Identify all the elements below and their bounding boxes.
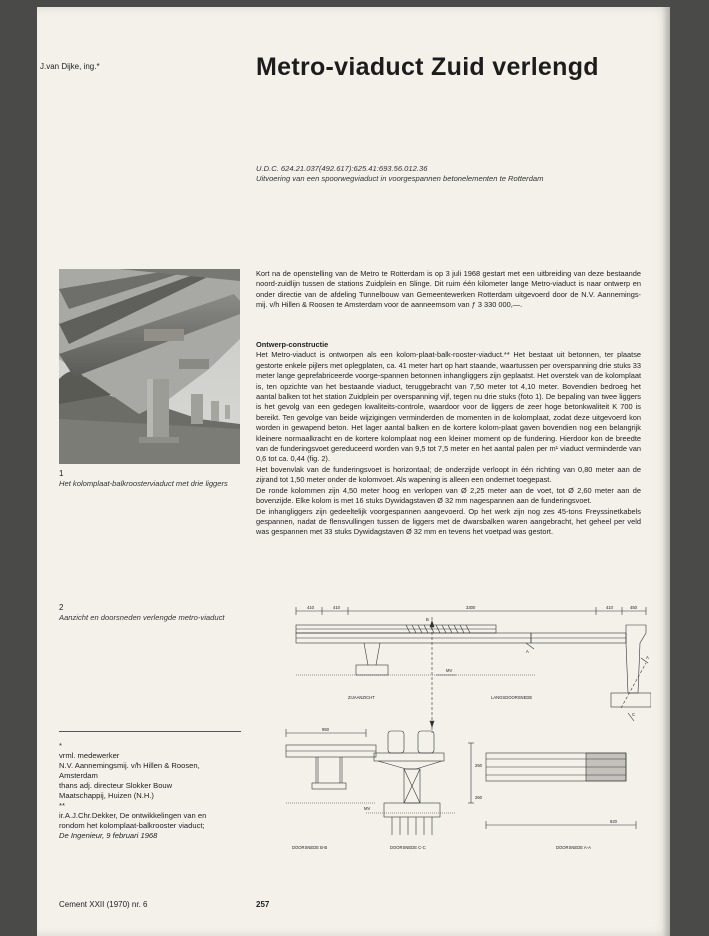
footnotes [59, 741, 254, 841]
drawing-label: 3300 [466, 605, 476, 610]
figure-2-caption: Aanzicht en doorsneden verlengde metro-viaduct [59, 613, 225, 622]
drawing-label: A [646, 655, 649, 660]
drawing-label: A [526, 649, 529, 654]
udc-block [256, 164, 543, 184]
intro-text: Kort na de openstelling van de Metro te Rotterdam is op 3 juli 1968 gestart met een uitbreiding van deze bestaande noord-zuidlijn tussen de stations Zuidplein en Slinge. Dit ruim één kilometer lange Metro-viaduct is naar ontwerp en onder directie van de afdeling Tunnelbouw van Gemeentewerken Rotterdam uitgevoerd door de N.V. Aannemings-mij. v/h Hillen & Roosen te Amsterdam voor de aanneemsom van ƒ 3 330 000,—. [256, 269, 641, 310]
figure-1-number: 1 [59, 469, 64, 478]
drawing-label: DOORSNEDE C-C [390, 845, 426, 850]
viaduct-photo [59, 269, 240, 464]
figure-1-caption: Het kolomplaat-balkroosterviaduct met drie liggers [59, 479, 228, 488]
footnote-marker: * [59, 741, 62, 750]
footnote-line: vrml. medewerker [59, 751, 120, 760]
section-heading: Ontwerp-constructie [256, 340, 329, 349]
journal-footer: Cement XXII (1970) nr. 6 [59, 900, 148, 909]
footnote-line: N.V. Aannemingsmij. v/h Hillen & Roosen, [59, 761, 200, 770]
drawing-label: 410 [307, 605, 314, 610]
drawing-label: 410 [333, 605, 340, 610]
footnote-line: thans adj. directeur Slokker Bouw [59, 781, 173, 790]
body-paragraph: Het bovenvlak van de funderingsvoet is horizontaal; de onderzijde verloopt in één richting van 0,80 meter aan de zijrand tot 1,50 meter onder de kolomvoet. Als wapening is alleen een ondernet toegepast. [256, 464, 641, 485]
viaduct-photo-image [59, 269, 240, 464]
figure-2-number: 2 [59, 603, 64, 612]
footnote-divider [59, 731, 241, 732]
footnote-line: ir.A.J.Chr.Dekker, De ontwikkelingen van en [59, 811, 207, 820]
technical-drawing [256, 603, 651, 863]
body-paragraph: De inhangliggers zijn gedeeltelijk voorgespannen aangevoerd. Op het werk zijn nog zes 45-tons Freyssinetkabels gespannen, nadat de flensvullingen tussen de liggers met de dwarsbalken waren aangebracht, het geheel per veld was gespannen met 33 stuks Dywidagstaven Ø 32 mm en tevens het voetpad was gestort. [256, 506, 641, 537]
intro-paragraph [256, 269, 641, 311]
drawing-label: ZIJAANZICHT [348, 695, 375, 700]
drawing-label: B [426, 617, 429, 622]
drawing-label: 450 [630, 605, 637, 610]
page-number: 257 [256, 900, 270, 909]
article-body [256, 335, 641, 538]
footnote-line: De Ingenieur, 9 februari 1968 [59, 831, 158, 840]
drawing-label: C [632, 712, 636, 717]
drawing-label: 260 [475, 795, 482, 800]
drawing-label: LANGSDOORSNEDE [491, 695, 533, 700]
journal-page [37, 7, 670, 936]
drawing-label: MV [446, 668, 453, 673]
udc-code: U.D.C. 624.21.037(492.617):625.41:693.56.012.36 [256, 164, 428, 173]
footnote-line: Amsterdam [59, 771, 98, 780]
author-name: J.van Dijke, ing.* [40, 62, 100, 71]
footnote-line: rondom het kolomplaat-balkrooster viaduct; [59, 821, 205, 830]
drawing-label: MV [364, 806, 371, 811]
article-title: Metro-viaduct Zuid verlengd [256, 53, 599, 81]
body-paragraph: De ronde kolommen zijn 4,50 meter hoog en verlopen van Ø 2,25 meter aan de voet, tot Ø 2,60 meter aan de bovenzijde. Elke kolom is met 16 stuks Dywidagstaven Ø 32 mm nagespannen aan de funderingsvoet. [256, 485, 641, 506]
footnote-line: Maatschappij, Huizen (N.H.) [59, 791, 154, 800]
body-paragraph: Het Metro-viaduct is ontworpen als een kolom-plaat-balk-rooster-viaduct.** Het bestaat uit betonnen, ter plaatse gestorte enkele pijlers met oplegplaten, ca. 41 meter hart op hart staande, waartussen per overspanning drie stuks 33 meter lange geprefabriceerde voorge-spannen betonnen inhangliggers zijn geplaatst. Het overstek van de kolomplaat is, ten opzichte van het bestaande viaduct, teruggebracht van 7,50 meter tot 4,10 meter. Bovendien bedroeg het aantal balken tot het station Zuidplein per overspanning vijf, tegen nu drie stuks (foto 1). De bepaling van twee liggers is het gevolg van een gedegen kwaliteits-controle, waardoor voor de liggers de zeer hoge betonkwaliteit K 700 is bereikt. Ten gevolge van beide wijzigingen verminderden de momenten in de kolomplaat, zodat deze uitgevoerd kon worden in gewapend beton. Het lager aantal balken en de kortere kolom-plaat gaven bovendien nog een belangrijk kleinere normaalkracht en de kortere kolomplaat nog een kleiner moment op de fundering. Hierdoor kon de breedte van de funderingsvoet gereduceerd worden van 9,5 tot 7,5 meter en het aantal palen per m¹ viaduct verminderde van 0,6 tot ca. 0,44 (fig. 2). [256, 350, 641, 464]
drawing-label: DOORSNEDE A-A [556, 845, 591, 850]
drawing-label: 820 [610, 819, 617, 824]
article-subtitle: Uitvoering van een spoorwegviaduct in voorgespannen betonelementen te Rotterdam [256, 174, 544, 183]
drawing-label: DOORSNEDE B-B [292, 845, 328, 850]
footnote-marker: ** [59, 801, 65, 810]
drawing-label: 250 [475, 763, 482, 768]
drawing-label: 950 [322, 727, 329, 732]
drawing-label: 410 [606, 605, 613, 610]
